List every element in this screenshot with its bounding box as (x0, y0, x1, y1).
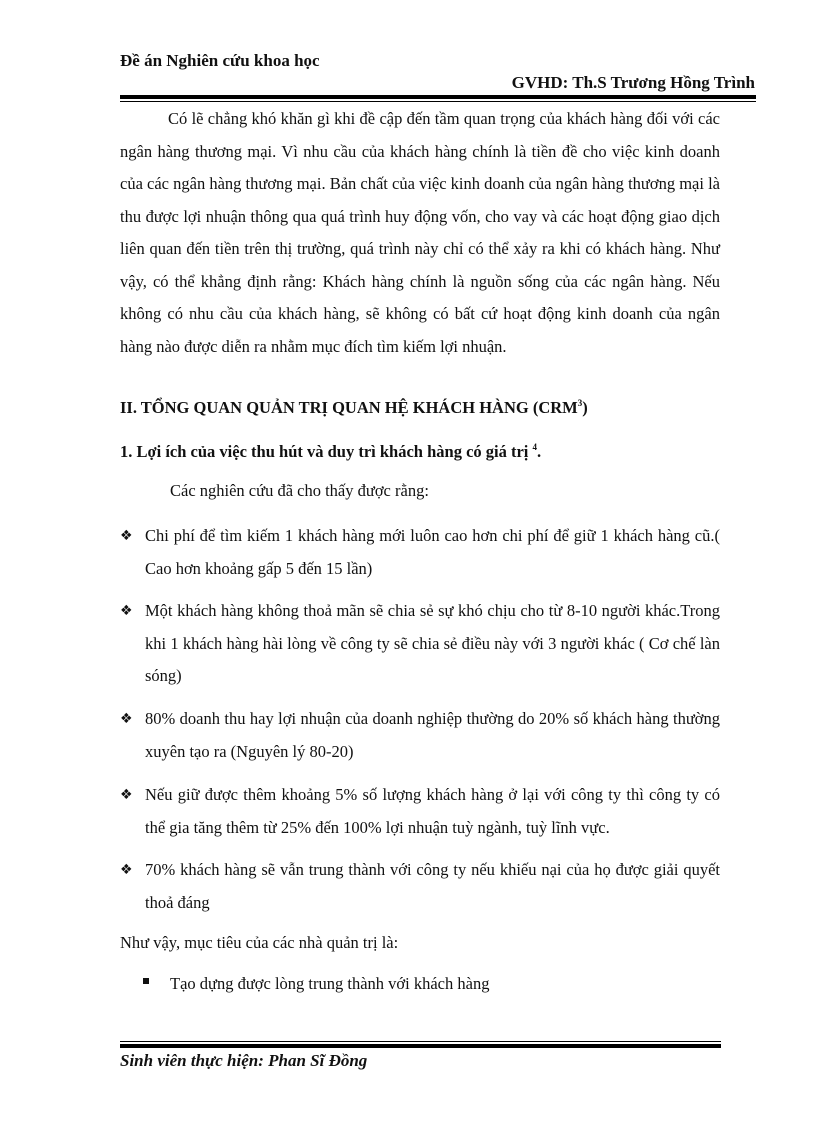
diamond-bullet-icon: ❖ (120, 711, 133, 727)
list-item-text: Một khách hàng không thoả mãn sẽ chia sẻ sự khó chịu cho từ 8-10 người khác.Trong khi 1 khách hàng hài lòng về công ty sẽ chia sẻ điều này với 3 người khác ( Cơ chế làn sóng) (145, 601, 720, 685)
list-item (120, 703, 720, 768)
list-item (120, 520, 720, 585)
subsection-heading-text: 1. Lợi ích của việc thu hút và duy trì khách hàng có giá trị (120, 442, 533, 461)
conclusion-lead: Như vậy, mục tiêu của các nhà quản trị là: (120, 933, 399, 952)
subsection-heading-tail: . (537, 442, 542, 461)
diamond-bullet-icon: ❖ (120, 528, 133, 544)
footer-rule (120, 1041, 721, 1048)
list-item-text: 70% khách hàng sẽ vẫn trung thành với công ty nếu khiếu nại của họ được giải quyết thoả đáng (145, 860, 720, 912)
list-item-text: Chi phí để tìm kiếm 1 khách hàng mới luôn cao hơn chi phí để giữ 1 khách hàng cũ.( Cao hơn khoảng gấp 5 đến 15 lần) (145, 526, 720, 578)
footnote-ref: 4 (532, 442, 538, 452)
document-title: Đề án Nghiên cứu khoa học (120, 51, 320, 70)
footer-author: Sinh viên thực hiện: Phan Sĩ Đồng (120, 1051, 368, 1070)
supervisor-label: GVHD: Th.S Trương Hồng Trình (511, 73, 755, 92)
footnote-ref: 3 (577, 398, 583, 408)
list-item-text: Nếu giữ được thêm khoảng 5% số lượng khách hàng ở lại với công ty thì công ty có thể gia tăng thêm từ 25% đến 100% lợi nhuận tuỳ ngành, tuỳ lĩnh vực. (145, 785, 720, 837)
header-rule (120, 95, 756, 102)
goal-item: Tạo dựng được lòng trung thành với khách hàng (170, 974, 490, 993)
list-item (120, 779, 720, 844)
subsection-heading (120, 442, 541, 462)
diamond-bullet-icon: ❖ (120, 603, 133, 619)
list-item (120, 595, 720, 693)
list-item (120, 854, 720, 919)
section-heading-text: II. TỔNG QUAN QUẢN TRỊ QUAN HỆ KHÁCH HÀNG (CRM (120, 398, 578, 417)
square-bullet-icon (143, 978, 149, 984)
list-item-text: 80% doanh thu hay lợi nhuận của doanh nghiệp thường do 20% số khách hàng thường xuyên tạo ra (Nguyên lý 80-20) (145, 709, 720, 761)
lead-in-text: Các nghiên cứu đã cho thấy được rằng: (170, 481, 429, 500)
intro-paragraph: Có lẽ chẳng khó khăn gì khi đề cập đến tầm quan trọng của khách hàng đối với các ngân hàng thương mại. Vì nhu cầu của khách hàng chính là tiền đề cho việc kinh doanh của các ngân hàng thương mại. Bản chất của việc kinh doanh của ngân hàng thương mại là thu được lợi nhuận thông qua quá trình huy động vốn, cho vay và các hoạt động giao dịch liên quan đến tiền trên thị trường, quá trình này chỉ có thể xảy ra khi có khách hàng. Như vậy, có thể khẳng định rằng: Khách hàng chính là nguồn sống của các ngân hàng. Nếu không có nhu cầu của khách hàng, sẽ không có bất cứ hoạt động kinh doanh của ngân hàng nào được diễn ra nhằm mục đích tìm kiếm lợi nhuận. (120, 109, 720, 356)
diamond-bullet-icon: ❖ (120, 787, 133, 803)
diamond-bullet-icon: ❖ (120, 862, 133, 878)
section-heading (120, 398, 588, 418)
section-heading-tail: ) (582, 398, 588, 417)
